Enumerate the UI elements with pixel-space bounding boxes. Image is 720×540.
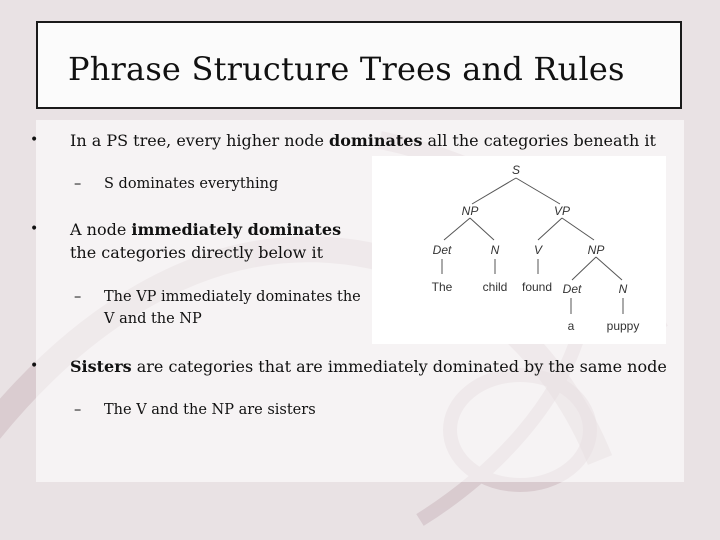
sub-bullet-text: The V and the NP are sisters	[104, 402, 316, 418]
branch-s-vp	[516, 178, 560, 204]
bullet-marker: •	[30, 132, 39, 148]
branch-np-det2	[572, 257, 596, 280]
sub-bullet-sisters	[74, 399, 394, 421]
word-puppy: puppy	[606, 319, 640, 333]
word-found: found	[521, 280, 553, 294]
node-s: S	[511, 163, 521, 177]
node-det-object: Det	[562, 282, 582, 296]
bullet-immediately-dominates	[30, 218, 370, 266]
branch-s-np	[472, 178, 516, 204]
sub-bullet-s-dominates	[74, 173, 394, 195]
sub-bullet-vp-dominates	[74, 286, 374, 330]
bullet-term-sisters: Sisters	[70, 357, 132, 376]
sub-bullet-text-line2: V and the NP	[104, 311, 202, 327]
word-the: The	[431, 280, 453, 294]
slide-title: Phrase Structure Trees and Rules	[68, 50, 625, 88]
sub-bullet-text-line1: The VP immediately dominates the	[104, 289, 361, 305]
tree-diagram	[372, 156, 666, 344]
dash-marker: –	[74, 402, 82, 418]
title-box	[36, 21, 682, 109]
node-det: Det	[432, 243, 452, 257]
branch-np-n2	[596, 257, 622, 280]
branch-vp-v	[538, 218, 562, 240]
node-v: V	[533, 243, 543, 257]
node-np-object: NP	[587, 243, 605, 257]
bullet-text-line2: the categories directly below it	[70, 243, 323, 262]
node-n-object: N	[618, 282, 628, 296]
bullet-text-pre: A node	[70, 220, 132, 239]
bullet-text	[70, 129, 656, 152]
node-n: N	[490, 243, 500, 257]
bullet-marker: •	[30, 221, 39, 237]
bullet-text-post: are categories that are immediately dominated by the same node	[131, 357, 667, 376]
bullet-term-dominates: dominates	[329, 131, 423, 150]
bullet-text	[70, 355, 667, 378]
bullet-text-post: all the categories beneath it	[422, 131, 656, 150]
bullet-sisters	[30, 355, 690, 379]
word-child: child	[482, 280, 508, 294]
node-np-subject: NP	[461, 204, 479, 218]
bullet-term-immediately-dominates: immediately dominates	[131, 220, 342, 239]
dash-marker: –	[74, 176, 82, 192]
phrase-structure-tree	[372, 156, 666, 344]
node-vp: VP	[553, 204, 571, 218]
bullet-dominates	[30, 129, 680, 153]
bullet-text	[70, 218, 341, 241]
branch-vp-np	[562, 218, 594, 240]
bullet-text-pre: In a PS tree, every higher node	[70, 131, 329, 150]
word-a: a	[567, 319, 575, 333]
bullet-marker: •	[30, 358, 39, 374]
sub-bullet-text: S dominates everything	[104, 176, 279, 192]
branch-np-n	[470, 218, 494, 240]
dash-marker: –	[74, 289, 82, 305]
branch-np-det	[444, 218, 470, 240]
